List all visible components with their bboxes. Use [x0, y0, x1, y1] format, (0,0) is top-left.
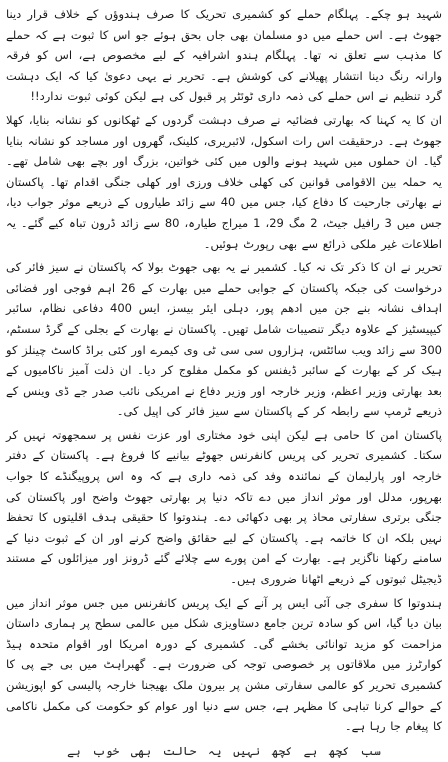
article-paragraph-2: ان کا یہ کہنا کہ بھارتی فضائیہ نے صرف دہشت گردوں کے ٹھکانوں کو نشانہ بنایا، کھلا جھوٹ ہے۔ درحقیقت اس رات اسکول، لائبریری، کلینک، گھروں اور مساجد کو نشانہ بنایا گیا۔ ان حملوں میں شہید ہونے والوں میں کئی خواتین، بزرگ اور بچے بھی شامل تھے۔ یہ حملہ بین الاقوامی قوانین کی کھلی خلاف ورزی اور کھلی جنگی اقدام تھا۔ پاکستان نے بھارتی جارحیت کا دفاع کیا، جس میں 40 سے زائد طیاروں کے ذریعے موثر جواب دیا، جس میں 3 رافیل جیٹ، 2 مگ 29، 1 میراج طیارہ، 80 سے زائد ڈرون تباہ کیے گئے۔ یہ اطلاعات غیر ملکی ذرائع سے بھی رپورٹ ہوئیں۔: [6, 112, 442, 251]
article-paragraph-1: شہید ہو چکے۔ پہلگام حملے کو کشمیری تحریک کا صرف ہندوؤں کے خلاف قرار دینا جھوٹ ہے۔ اس حملے میں دو مسلمان بھی جاں بحق ہوئے جو اس کا ثبوت ہے کہ حملے کا مذہب سے تعلق نہ تھا۔ پہلگام ہندو اشرافیہ کے لیے مخصوص ہے، اس کو فرقہ وارانہ رنگ دینا انتشار پھیلانے کی کوشش ہے۔ تحریر نے یہی دعویٰ کیا کہ ایک دہشت گرد تنظیم نے اس حملے کی ذمہ داری ٹوئٹر پر قبول کی ہے لیکن کوئی ثبوت ندارد!!: [6, 7, 442, 104]
article-paragraph-4: پاکستان امن کا حامی ہے لیکن اپنی خود مختاری اور عزت نفس پر سمجھوتہ نہیں کر سکتا۔ کشمیری تحریر کی پریس کانفرنس جھوٹے بیانیے کا فروغ ہے۔ پاکستان کے دفتر خارجہ اور پارلیمان کے نمائندہ وفد کی ذمہ داری ہے کہ وہ اس پروپیگنڈے کا جواب بھرپور، مدلل اور موثر انداز میں دے تاکہ دنیا پر بھارتی جھوٹ واضح اور پاکستان کی جنگی برتری سفارتی محاذ پر بھی دکھائی دے۔ ہندوتوا کا حقیقی ہدف اقلیتوں کا تحفظ نہیں بلکہ ان کا خاتمہ ہے۔ پاکستان کے لیے حقائق واضح کرنے اور ان کے ثبوت دنیا کے سامنے رکھنا ناگزیر ہے۔ بھارت کے امن پورے سے چلائے گئے ڈرونز اور میزائلوں کے مستند ڈیجیٹل ثبوتوں کے ذریعے اٹھانا ضروری ہیں۔: [6, 427, 442, 587]
closing-verse: سب کچھ ہے کچھ نہیں یہ حالت بھی خوب ہے: [67, 743, 381, 758]
article-paragraph-5: ہندوتوا کا سفری جی آئی ایس پر آنے کے ایک پریس کانفرنس میں جس موثر انداز میں بیان دیا گیا، اس کو سادہ ترین جامع دستاویزی شکل میں عالمی سطح پر ہماری داستان مزاحمت کو مزید توانائی بخشے گی۔ کشمیری کے دورہ امریکا اور اقوام متحدہ ہیڈ کوارٹرز میں ملاقاتوں پر خصوصی توجہ کی ضرورت ہے۔ گھبراہٹ میں بی جے پی کا کشمیری تحریر کو عالمی سفارتی مشن پر بیرون ملک بھیجنا خارجہ پالیسی کو اپوزیشن کے حوالے کرنا تباہی کا مظہر ہے، جس سے دنیا اور عوام کو حکومت کی مکمل ناکامی کا پیغام جا رہا ہے۔: [6, 595, 442, 734]
article-paragraph-3: تحریر نے ان کا ذکر تک نہ کیا۔ کشمیر نے یہ بھی جھوٹ بولا کہ پاکستان نے سیز فائر کی درخواست کی جبکہ پاکستان کے جوابی حملے میں بھارت کے 26 اہم فوجی اور فضائی اہداف نشانہ بنے جن میں ادھم پور، دہلی ایئر بیسز، ایس 400 دفاعی نظام، سائبر کیپیسٹیز کے علاوہ دیگر تنصیبات شامل تھیں۔ پاکستان نے بھارت کے بجلی کے گرڈ سسٹم، 300 سے زائد ویب سائٹس، ہزاروں سی سی ٹی وی کیمرے اور کئی براڈ کاسٹ چینلز کو ہیک کر کے بھارت کے سائبر ڈیفنس کو مکمل مفلوج کر دیا۔ ان ذلت آمیز ناکامیوں کے بعد بھارتی وزیر اعظم، وزیر خارجہ اور وزیر دفاع نے امریکی نائب صدر جے ڈی وینس کے ذریعے ٹرمپ سے رابطہ کر کے پاکستان سے سیز فائر کی اپیل کی۔: [6, 260, 442, 419]
